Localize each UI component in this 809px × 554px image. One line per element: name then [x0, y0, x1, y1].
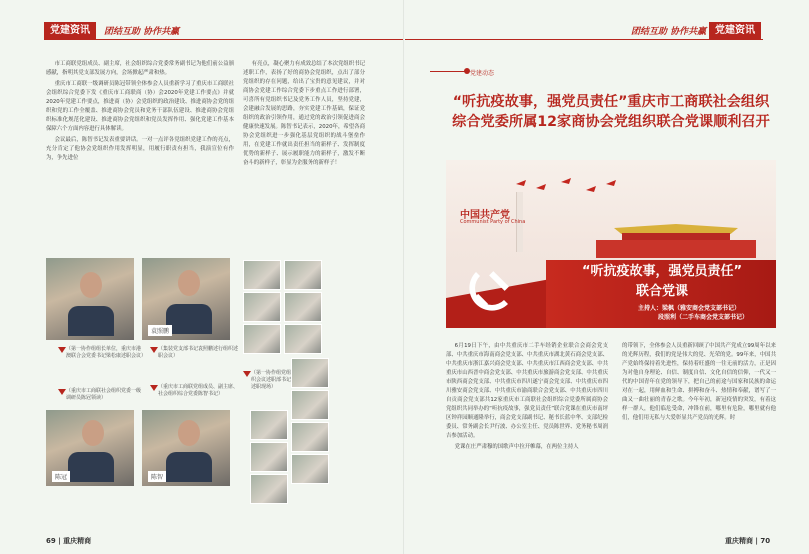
- left-column-1: [46, 60, 234, 165]
- left-col1-para: 重庆市工商联一级调研员陈冠带领全体参会人员重新学习了重庆市工商联社会组织综合党委下发《重庆市工商联商（协）会2020年党建工作要点》并就2020年党建工作要点，推进商（协）会党组织的政治建设、推进商协会党的组织和党的工作全覆盖、推进商协会党员和党务干部队伍建设、推进商协会党组织标准化规范化建设、推进商协会党组织和党员发挥作用、强化党建工作基本保障六个方面内容进行具体解读。: [46, 81, 234, 132]
- thumb-photo: [291, 390, 329, 420]
- left-header-rule: [44, 39, 404, 40]
- thumb-photo: [284, 324, 322, 354]
- thumb-photo: [284, 260, 322, 290]
- thumb-photo: [243, 324, 281, 354]
- left-folio: 69 | 重庆精商: [46, 537, 92, 545]
- thumb-photo: [291, 422, 329, 452]
- banner-party-name: 中国共产党: [460, 210, 510, 221]
- photo-speaker-3: [46, 410, 134, 486]
- thumb-photo: [250, 474, 288, 504]
- thumb-photo: [250, 410, 288, 440]
- right-header-slogan: 团结互助 协作共赢: [631, 27, 707, 37]
- banner-host-1: 主持人：梁枫（雅安商会党支部书记）: [638, 305, 741, 312]
- photo-name-tag: 陈智: [148, 471, 166, 482]
- banner-headline: “听抗疫故事，强党员责任”: [581, 264, 743, 279]
- right-header-tag: 党建资讯: [709, 22, 761, 40]
- left-header-tag: 党建资讯: [44, 22, 96, 40]
- right-col1-para: 6月19日下午，由中共重庆市二手车经销企业联合会商会党支部、中共重庆市海南商会党支部、中共重庆市湖北黄石商会党支部、中共重庆市浙江嘉兴商会党支部、中共重庆市江西商会党支部、中共重庆市山西晋中商会党支部、中共重庆市旅游商会党支部、中共重庆市陕西商会党支部、中共重庆市四川遂宁商会党支部、中共重庆市四川雅安商会党支部、中共重庆市渝商联合会党支部、中共重庆市四川自贡商会党支部共12家重庆市工商联社会组织综合党委所属商协会党组织共同举办的“听抗疫故事，强党员责任”联合党课在重庆市南坪区钟祥园顺通隆举行，商会党支部副书记、秘书长蓝中华、支部纪检委员、常务副会长尹行波、办公室主任、党员陈世界、党务秘书周润吉参加活动。: [446, 343, 608, 439]
- photo-caption-3: （重庆市工商联社会组织党委一级调研员陈冠领读）: [58, 388, 144, 402]
- right-folio: 重庆精商 | 70: [725, 537, 771, 545]
- right-column-1: [446, 342, 608, 454]
- photo-caption-1: （第一协作组组长单位，重庆市港澳联合会党委书记梁松康述职会议）: [58, 346, 144, 360]
- hammer-sickle-icon: [468, 264, 518, 314]
- photo-name-tag: 陈冠: [52, 471, 70, 482]
- left-col1-para: 会议最后，陈智书记发表重要讲话。一对一点评各党组织党建工作的亮点，充分肯定了他协会党组织作用发挥明显，用履行职责有担当，我演宣位有作为，争先进位: [46, 137, 234, 161]
- photo-speaker-2: [142, 258, 230, 340]
- thumb-photo: [250, 442, 288, 472]
- photo-caption-5: （第一协作组党组织会议述职部书记述职现场）: [243, 370, 295, 391]
- banner-host-2: 段照利（二手车商会党支部书记）: [658, 314, 749, 321]
- section-rule: [430, 71, 468, 72]
- photo-caption-4: （重庆市工商联党组成员、副主席、社会组织综合党委陈智书记）: [150, 384, 240, 398]
- tiananmen-graphic: [596, 218, 756, 258]
- photo-caption-2: （集装党支部书记袁照鹏述行组织述职会议）: [150, 346, 240, 360]
- photo-name-tag: 袁照鹏: [148, 325, 172, 336]
- article-title: “听抗疫故事，强党员责任”重庆市工商联社会组织综合党委所属12家商协会党组织联合党课顺利召开: [452, 94, 770, 130]
- thumb-photo: [291, 358, 329, 388]
- left-col1-para: 市工商联党组成员、副主席，社会组织综合党委常务副书记为他们前公益颁感献，指明其党支部发展方向，会场掀起严肃和热。: [46, 61, 234, 76]
- thumb-photo: [243, 292, 281, 322]
- photo-speaker-1: [46, 258, 134, 340]
- banner-party-name-en: Communist Party of China: [460, 219, 526, 225]
- banner-subheadline: 联合党课: [635, 284, 688, 299]
- thumb-photo: [284, 292, 322, 322]
- right-col2-para: 的带领下，全体参会人员重新回顾了中国共产党成立99周年以来的光辉历程，我们的党是伟大的党、光荣的党。99年来，中国共产党始终保持着先进性，保持着旺盛的一往无前的活力，正是因为对他自身理论、自信、制度自信、文化自信的信仰，一代又一代的中国青年在党的领导下，把自己的前途与国家和民族的命运对在一起，用鲜血和生命、拼搏和奋斗、热情和奉献，谱写了一曲又一曲壮丽的青春之歌。今年年初，新冠疫情的突发，有着这样一群人，他们临危受命，冲锋在前，哪里有危险，哪里就有他们，他们用无私与大爱彰显共产党员的光辉。时: [622, 343, 776, 421]
- article-banner: [446, 160, 776, 328]
- thumb-photo: [243, 260, 281, 290]
- right-col1-para: 党课在庄严肃穆的国歌声中拉开帷幕，在两位主持人: [454, 444, 579, 450]
- photo-speaker-4: [142, 410, 230, 486]
- left-page: [0, 0, 404, 554]
- left-header-slogan: 团结互助 协作共赢: [104, 27, 180, 37]
- left-column-2: [243, 60, 365, 170]
- section-tag: 党建动态: [470, 70, 495, 77]
- flags-graphic: [506, 174, 626, 204]
- right-column-2: [622, 342, 776, 425]
- left-col2-para: 有亮点，凝心聚力有成效总结了本次党组织书记述职工作，表扬了好的商协会党组织，点出了部分党组织的存在问题，给出了宝贵的意见建议，并对商协会党建工作综合党委下步重点工作进行部署，可喜所有党组织书记及党务工作人员，坚持党建，会建融合发展的思路，夯实党建工作基础，保证党组织的政治引领作用，通过党的政治引领促进商会健康快速发展。陈智书记表示，2020年，希望各商协会党组织进一步强化基层党组织的战斗堡垒作用，在党建工作就出责任担当的新样子、发挥制度优势的新样子、展示履职能力的新样子，激发不断奋斗的新样子，彰显为企服务的新样子！: [243, 61, 365, 166]
- thumb-photo: [291, 454, 329, 484]
